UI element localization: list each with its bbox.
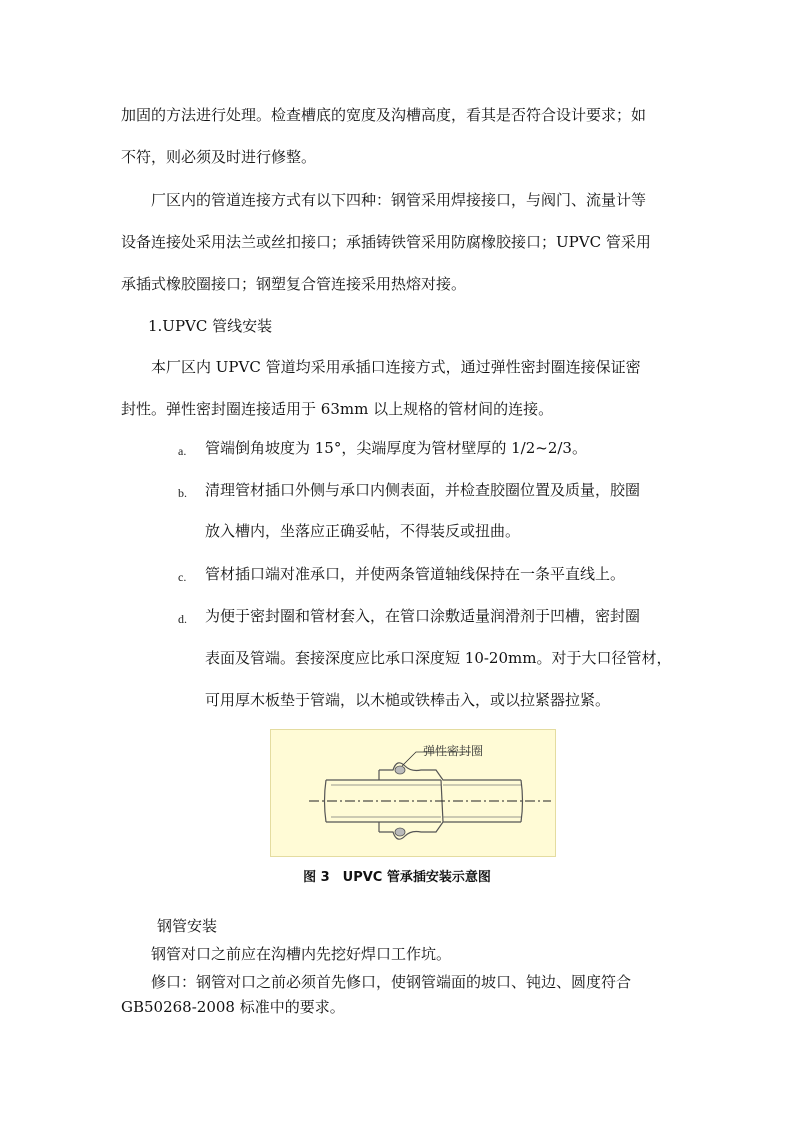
paragraph-line: 设备连接处采用法兰或丝扣接口；承插铸铁管采用防腐橡胶接口；UPVC 管采用 bbox=[121, 233, 651, 251]
list-item-line: 管材插口端对准承口，并使两条管道轴线保持在一条平直线上。 bbox=[205, 565, 626, 583]
seal-ring-label: 弹性密封圈 bbox=[423, 744, 484, 758]
figure-caption: 图 3 UPVC 管承插安装示意图 bbox=[303, 870, 491, 885]
spigot-end bbox=[325, 780, 327, 822]
pipe-joint-diagram bbox=[270, 729, 556, 857]
paragraph-line: 修口：钢管对口之前必须首先修口，使钢管端面的坡口、钝边、圆度符合 bbox=[151, 973, 632, 991]
list-item-line: 管端倒角坡度为 15°，尖端厚度为管材壁厚的 1/2~2/3。 bbox=[205, 439, 587, 457]
paragraph-line: 封性。弹性密封圈连接适用于 63mm 以上规格的管材间的连接。 bbox=[121, 400, 554, 418]
paragraph-line: 本厂区内 UPVC 管道均采用承插口连接方式，通过弹性密封圈连接保证密 bbox=[151, 358, 641, 376]
seal-ring-top bbox=[395, 766, 405, 774]
paragraph-line: 承插式橡胶圈接口；钢塑复合管连接采用热熔对接。 bbox=[121, 275, 467, 293]
paragraph-line: 厂区内的管道连接方式有以下四种：钢管采用焊接接口，与阀门、流量计等 bbox=[151, 191, 647, 209]
paragraph-line: 钢管对口之前应在沟槽内先挖好焊口工作坑。 bbox=[151, 945, 452, 963]
list-item-line: 表面及管端。套接深度应比承口深度短 10-20mm。对于大口径管材， bbox=[205, 649, 672, 667]
list-marker: b. bbox=[178, 486, 187, 500]
list-marker: a. bbox=[178, 444, 187, 458]
list-item-line: 为便于密封圈和管材套入，在管口涂敷适量润滑剂于凹槽，密封圈 bbox=[205, 607, 641, 625]
paragraph-line: 加固的方法进行处理。检查槽底的宽度及沟槽高度，看其是否符合设计要求；如 bbox=[121, 106, 647, 124]
pipe-joint-drawing bbox=[271, 730, 557, 858]
paragraph-line: GB50268-2008 标准中的要求。 bbox=[121, 998, 345, 1016]
list-item-line: 放入槽内，坐落应正确妥帖，不得装反或扭曲。 bbox=[205, 522, 521, 540]
section-heading: 1.UPVC 管线安装 bbox=[148, 317, 273, 335]
paragraph-line: 不符，则必须及时进行修整。 bbox=[121, 148, 317, 166]
list-marker: c. bbox=[178, 570, 187, 584]
list-item-line: 清理管材插口外侧与承口内侧表面，并检查胶圈位置及质量，胶圈 bbox=[205, 481, 641, 499]
list-item-line: 可用厚木板垫于管端，以木槌或铁棒击入，或以拉紧器拉紧。 bbox=[205, 691, 611, 709]
section-heading: 钢管安装 bbox=[157, 917, 218, 935]
list-marker: d. bbox=[178, 612, 187, 626]
seal-ring-bottom bbox=[395, 828, 405, 836]
